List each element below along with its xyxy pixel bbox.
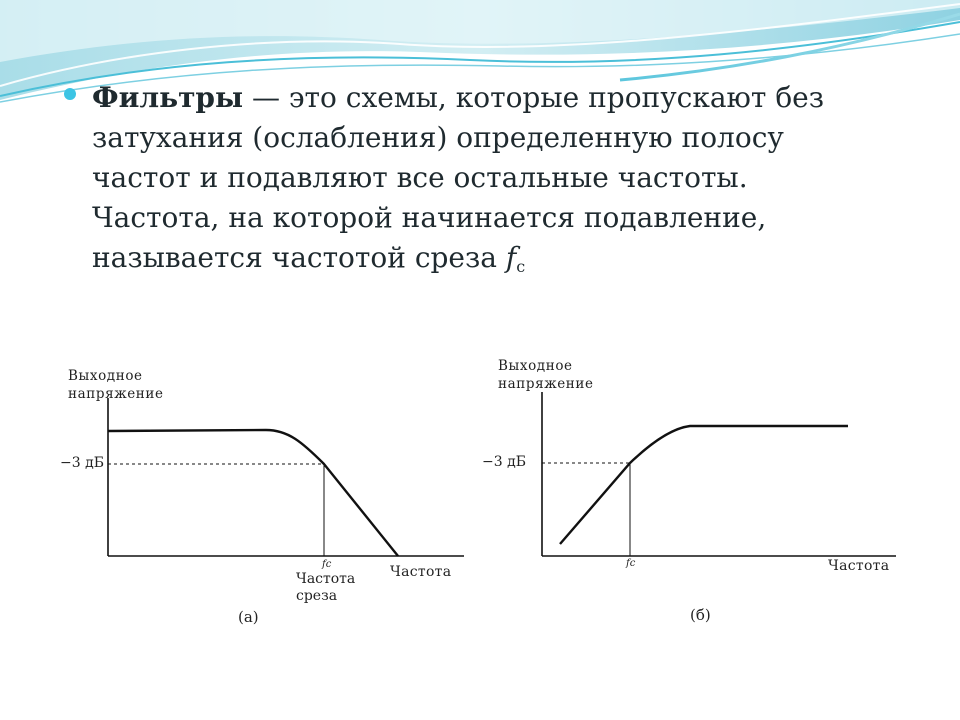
cutoff-caption-line1: Частота [296,571,356,587]
highpass-response-curve [560,426,848,544]
cutoff-caption-line2: среза [296,588,338,604]
cutoff-tick-label: fc [626,558,636,569]
bullet-dot [64,88,76,100]
level-label: −3 дБ [482,454,526,470]
figure-caption: (б) [690,606,711,624]
intro-paragraph [92,78,852,287]
intro-body: — это схемы, которые пропускают без затухания (ослабления) определенную полосу частот и подавляют все остальные частоты. Частота, на которой начинается подавление, называется частотой среза [92,81,825,274]
y-axis-label-line1: Выходное [498,358,573,374]
figure-caption: (а) [238,608,259,626]
x-axis-label: Частота [390,564,452,580]
cutoff-subscript: с [516,257,526,276]
level-label: −3 дБ [60,455,104,471]
y-axis-label-line2: напряжение [68,386,164,402]
y-axis-label-line2: напряжение [498,376,594,392]
y-axis-label-line1: Выходное [68,368,143,384]
term-filters: Фильтры [92,81,244,114]
figure-lowpass [52,354,472,630]
cutoff-tick-label: fc [322,559,332,570]
figure-highpass [478,348,898,628]
lowpass-response-curve [108,430,398,556]
x-axis-label: Частота [828,558,890,574]
cutoff-symbol: f [505,241,517,274]
